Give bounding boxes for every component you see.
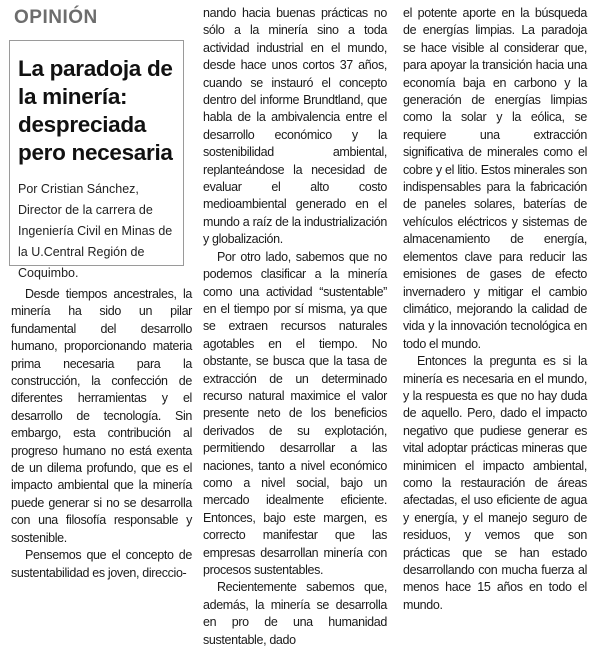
article-column-3 <box>403 5 587 614</box>
paragraph: Recientemente sabemos que, además, la minería se desarrolla en pro de una humanidad sustentable, dado <box>203 580 387 647</box>
section-label: OPINIÓN <box>14 7 98 28</box>
article-byline: Por Cristian Sánchez, Director de la carrera de Ingeniería Civil en Minas de la U.Central Región de Coquimbo. <box>18 182 173 280</box>
paragraph: Desde tiempos ancestrales, la minería ha sido un pilar fundamental del desarrollo humano, proporcionando materia prima necesaria para la construcción, la confección de diferentes herramientas y el desarrollo de tecnología. Sin embargo, esta contribución al progreso humano no está exenta de un dilema profundo, que es el impacto ambiental que la minería puede generar si no se desarrolla con una filosofía responsable y sostenible. <box>11 287 192 545</box>
article-title: La paradoja de la minería: despreciada pero necesaria <box>18 56 173 165</box>
headline-box <box>9 40 184 280</box>
article-column-1 <box>11 286 192 582</box>
paragraph: Entonces la pregunta es si la minería es necesaria en el mundo, y la respuesta es que no hay duda de aquello. Pero, dado el impacto negativo que pudiese generar es vital adoptar prácticas mineras que minimicen el impacto ambiental, como la restauración de áreas afectadas, el uso eficiente de agua y energía, y el manejo seguro de residuos, y vemos que son prácticas que se han estado desarrollando con mucha fuerza al menos hace 15 años en todo el mundo. <box>403 354 587 612</box>
paragraph: el potente aporte en la búsqueda de energías limpias. La paradoja se hace visible al considerar que, para apoyar la transición hacia una economía baja en carbono y la generación de energías limpias como la solar y la eólica, se requiere una extracción significativa de minerales como el cobre y el litio. Estos minerales son indispensables para la fabricación de paneles solares, baterías de vehículos eléctricos y sistemas de almacenamiento de energía, elementos clave para reducir las emisiones de gases de efecto invernadero y mitigar el cambio climático, mejorando la calidad de vida y la innovación tecnológica en todo el mundo. <box>403 6 587 351</box>
article-column-2 <box>203 5 387 649</box>
paragraph: Pensemos que el concepto de sustentabilidad es joven, direccio- <box>11 548 192 580</box>
paragraph: Por otro lado, sabemos que no podemos clasificar a la minería como una actividad “sustentable” en el tiempo por sí misma, ya que se extraen recursos naturales agotables en el tiempo. No obstante, se busca que la tasa de extracción de un determinado recurso natural maximice el valor presente neto de los beneficios derivados de su explotación, permitiendo desarrollar a las naciones, tanto a nivel económico como a nivel social, bajo un mercado idealmente eficiente. Entonces, bajo este margen, es correcto manifestar que las empresas desarrollan minería con procesos sustentables. <box>203 249 387 577</box>
paragraph: nando hacia buenas prácticas no sólo a la minería sino a toda actividad industrial en el mundo, desde hace unos cortos 37 años, cuando se instauró el concepto dentro del informe Brundtland, que habla de la ambivalencia entre el desarrollo económico y la sostenibilidad ambiental, replanteándose la necesidad de evaluar el alto costo medioambiental generado en el mundo a raíz de la industrialización y globalización. <box>203 6 387 247</box>
